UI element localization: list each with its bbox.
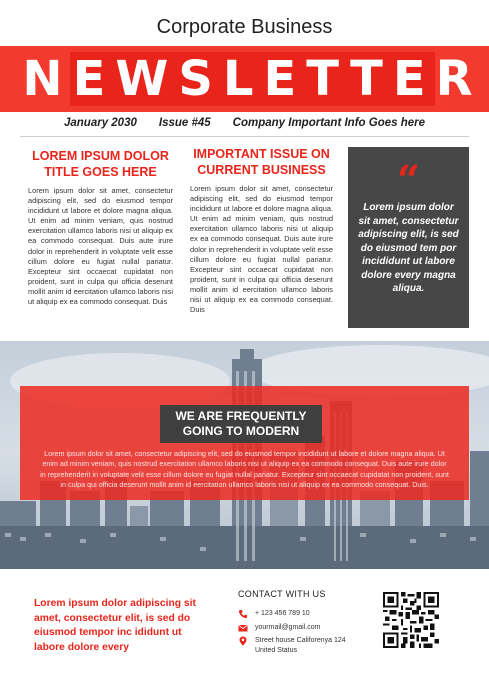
feature-heading: WE ARE FREQUENTLY GOING TO MODERN <box>160 405 322 443</box>
article-column-1 <box>28 148 173 307</box>
contact-email-text: yourmail@gmail.com <box>255 624 321 631</box>
masthead-title: NEWSLETTER <box>22 51 483 107</box>
quote-text: Lorem ipsum dolor sit amet, consectetur adipiscing elit, is sed do eiusmod tem por incididunt ut labore dolore every magna aliqua. <box>358 202 459 294</box>
issue-number: Issue #45 <box>158 117 211 129</box>
article-column-2 <box>190 146 333 315</box>
article-1-title: LOREM IPSUM DOLOR TITLE GOES HERE <box>32 149 169 179</box>
article-2-body: Lorem ipsum dolor sit amet, consectetur adipiscing elit, sed do eiusmod tempor incididunt ut labore et dolore magna aliqua. Ut enim ad minim veniam, quis nostrud exercitation ullamco laboris nisi ut aliquip ex ea commodo consequat. Duis aute irure dolor in reprehenderit in voluptate velit esse cillum dolore eu fugiat nullal pariatur. Excepteur sint occaecat cupidatat non proident, sunt in culpa qui officia deserunt mollit anim id eercitation ullamco laboris nisi ut aliquip ex ea commodo consequat. Duis <box>190 184 333 315</box>
contact-email <box>238 623 320 633</box>
footer-promo-text: Lorem ipsum dolor adipiscing sit amet, consectetur elit, is sed do eiusmod tempor inc ididunt ut labore dolore every <box>34 598 196 653</box>
quote-mark-icon: “ <box>396 157 420 204</box>
masthead-inner <box>22 51 483 107</box>
mail-icon <box>238 623 248 633</box>
article-2-title: IMPORTANT ISSUE ON CURRENT BUSINESS <box>193 147 330 177</box>
contact-phone <box>238 609 310 619</box>
contact-phone-text: + 123 456 789 10 <box>255 610 310 617</box>
qr-code[interactable] <box>383 592 439 648</box>
issue-tagline: Company Important Info Goes here <box>232 117 425 129</box>
masthead-banner <box>0 46 489 112</box>
issue-date: January 2030 <box>63 117 137 129</box>
location-pin-icon <box>238 636 248 646</box>
contact-address <box>238 636 363 656</box>
article-1-body: Lorem ipsum dolor sit amet, consectetur adipiscing elit, sed do eiusmod tempor incididunt ut labore et dolore magna aliqua. Ut enim ad minim veniam, quis nostrud exercitation ullamco laboris nisi ut aliquip ex ea commodo consequat. Duis aute irure dolor in reprehenderit in voluptate velit esse cillum dolore eu fugiat nullal pariatur. Excepteur sint occaecat cupidatat non proident, sunt in culpa qui officia deserunt mollit anim id eercitation ullamco laboris nisi ut aliquip ex ea commodo consequat. Duis <box>28 186 173 307</box>
contact-address-text: Street house Califorenya 124 United Status <box>255 637 346 654</box>
issue-meta-line <box>0 117 489 129</box>
phone-icon <box>238 609 248 619</box>
brand-title: Corporate Business <box>156 16 333 38</box>
header-divider <box>20 136 469 137</box>
quote-panel <box>348 147 469 328</box>
contact-title: CONTACT WITH US <box>238 589 326 599</box>
feature-body: Lorem ipsum dolor sit amet, consectetur adipiscing elit, sed do eiusmod tempor incididunt ut labore et dolore magna aliqua. Ut enim ad minim veniam, quis nostrud exercitation ullamco laboris nisi ut aliquip ex ea commodo consequat. Duis aute irure dolor in reprehenderit in voluptate velit esse cillum dolore eu fugiat nullal pariatur. Excepteur sint occaecat cupidatat non proident, sunt in culpa qui officia deserunt mollit anim id eercitation ullamco laboris nisi ut aliquip ex ea commodo consequat. Duis. <box>40 449 449 489</box>
